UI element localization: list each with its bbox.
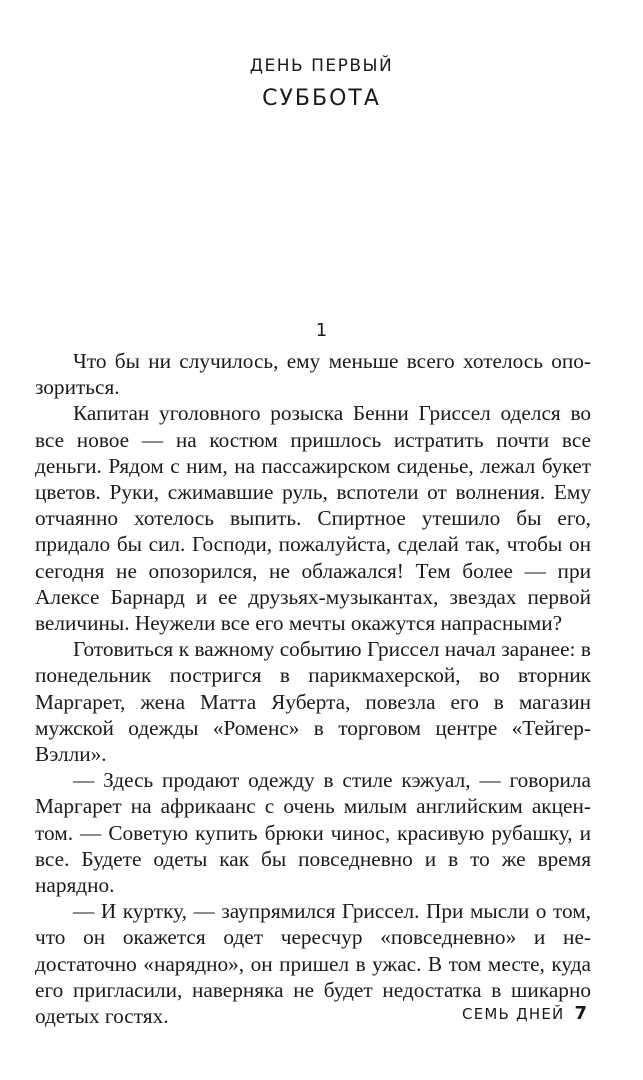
- paragraph: Готовиться к важному событию Гриссел начал заранее: в понедельник постригся в парикмахерской, во вторник Маргарет, жена Матта Яуберта, повезла его в магазин мужской одежды «Роменс» в торговом центре «Тейгер-Вэлли».: [35, 637, 591, 767]
- chapter-body: [35, 348, 591, 1029]
- paragraph: — Здесь продают одежду в стиле кэжуал, — говорила Маргарет на африкаанс с очень милым английским акцентом. — Советую купить брюки чинос, красивую рубашку, и все. Будете одеты как бы повседневно и в то же время нарядно.: [35, 768, 591, 898]
- paragraph: Что бы ни случилось, ему меньше всего хотелось опозориться.: [35, 349, 591, 400]
- part-title: ДЕНЬ ПЕРВЫЙ: [249, 56, 394, 76]
- paragraph: — И куртку, — заупрямился Гриссел. При мысли о том, что он окажется одет чересчур «повседневно» и недостаточно «нарядно», он пришел в ужас. В том месте, куда его пригласили, наверняка не будет недостатка в шикарно одетых гостях.: [35, 899, 591, 1029]
- book-title: СЕМЬ ДНЕЙ: [462, 1005, 565, 1023]
- page-number: 7: [574, 1003, 587, 1024]
- paragraph: Капитан уголовного розыска Бенни Гриссел оделся во все новое — на костюм пришлось истратить почти все деньги. Рядом с ним, на пассажирском сиденье, лежал букет цветов. Руки, сжимавшие руль, вспотели от волнения. Ему отчаянно хотелось выпить. Спиртное утешило бы его, придало бы сил. Господи, пожалуйста, сделай так, чтобы он сегодня не опозорился, не облажался! Тем более — при Алексе Барнард и ее друзьях-музыкантах, звездах первой величины. Неужели все его мечты окажутся напрасными?: [35, 401, 591, 636]
- running-footer: [462, 1003, 587, 1024]
- day-title: СУББОТА: [262, 86, 381, 111]
- chapter-number: 1: [315, 320, 328, 341]
